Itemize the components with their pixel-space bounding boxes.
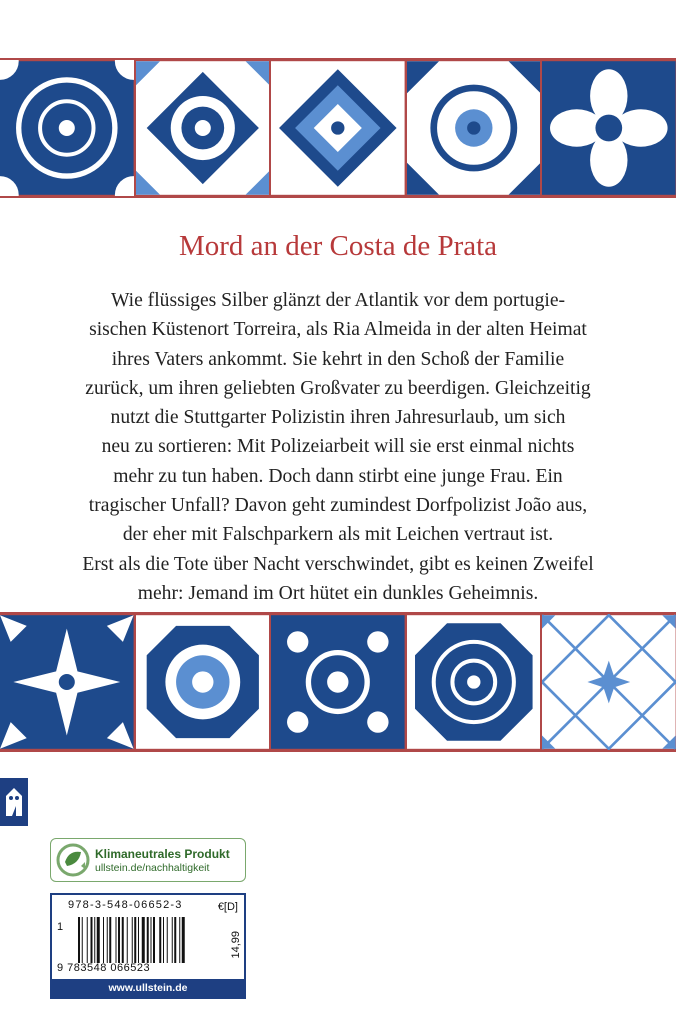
barcode-bar bbox=[118, 917, 120, 963]
barcode-bar bbox=[87, 917, 88, 963]
tile-pattern-icon bbox=[407, 60, 541, 196]
barcode-bar bbox=[78, 917, 80, 963]
leaf-cycle-icon bbox=[55, 842, 91, 878]
barcode-bar bbox=[103, 917, 104, 963]
blurb-text bbox=[40, 286, 636, 608]
barcode-bar bbox=[134, 917, 136, 963]
barcode-bar bbox=[138, 917, 139, 963]
tile-pattern-icon bbox=[271, 614, 405, 750]
blurb-line: Wie flüssiges Silber glänzt der Atlantik vor dem portugie- bbox=[110, 290, 566, 311]
blurb-line: mehr: Jemand im Ort hütet ein dunkles Geheimnis. bbox=[137, 582, 539, 604]
tile-9 bbox=[407, 614, 541, 750]
barcode-bar bbox=[132, 917, 133, 963]
tile-pattern-icon bbox=[407, 614, 541, 750]
barcode-bar bbox=[109, 917, 111, 963]
climate-url: ullstein.de/nachhaltigkeit bbox=[95, 861, 210, 874]
climate-neutral-badge bbox=[50, 838, 246, 882]
blurb-line: neu zu sortieren: Mit Polizeiarbeit will sie erst einmal nichts bbox=[101, 436, 575, 458]
tile-4 bbox=[407, 60, 541, 196]
tile-7 bbox=[136, 614, 270, 750]
tile-pattern-icon bbox=[542, 60, 676, 196]
publisher-website: www.ullstein.de bbox=[52, 979, 244, 997]
tile-pattern-icon bbox=[0, 60, 134, 196]
barcode-box bbox=[50, 893, 246, 999]
barcode-bar bbox=[172, 917, 173, 963]
isbn-number: 978-3-548-06652-3 bbox=[68, 899, 183, 911]
barcode-bar bbox=[151, 917, 152, 963]
blurb-line: der eher mit Falschparkern als mit Leichen vertraut ist. bbox=[122, 524, 554, 546]
blurb-line: tragischer Unfall? Davon geht zumindest Dorfpolizist João aus, bbox=[88, 495, 588, 517]
price-value: 14,99 bbox=[230, 931, 242, 959]
barcode-bar bbox=[91, 917, 93, 963]
barcode-bar bbox=[116, 917, 117, 963]
barcode-first-digit: 1 bbox=[57, 921, 64, 933]
tile-pattern-icon bbox=[136, 614, 270, 750]
blurb-line: ihres Vaters ankommt. Sie kehrt in den Schoß der Familie bbox=[111, 348, 565, 370]
blurb-line: mehr zu tun haben. Doch dann stirbt eine junge Frau. Ein bbox=[113, 465, 563, 487]
tile-pattern-icon bbox=[542, 614, 676, 750]
barcode-bar bbox=[153, 917, 155, 963]
barcode-bar bbox=[107, 917, 108, 963]
tile-6 bbox=[0, 614, 134, 750]
tile-10 bbox=[542, 614, 676, 750]
barcode-bar bbox=[179, 917, 180, 963]
barcode-bar bbox=[94, 917, 95, 963]
barcode-bars-icon bbox=[78, 917, 214, 963]
tile-pattern-icon bbox=[0, 614, 134, 750]
blurb-line: Erst als die Tote über Nacht verschwindet, gibt es keinen Zweifel bbox=[82, 553, 594, 575]
barcode-bar bbox=[163, 917, 164, 963]
barcode-bar bbox=[122, 917, 124, 963]
barcode-bar bbox=[147, 917, 149, 963]
barcode-bar bbox=[182, 917, 185, 963]
barcode-bar bbox=[167, 917, 168, 963]
tile-2 bbox=[136, 60, 270, 196]
barcode-bar bbox=[97, 917, 100, 963]
barcode-bar bbox=[159, 917, 161, 963]
top-tile-border bbox=[0, 58, 676, 198]
barcode-bar bbox=[127, 917, 128, 963]
blurb-line: zurück, um ihren geliebten Großvater zu beerdigen. Gleichzeitig bbox=[85, 377, 591, 399]
barcode-bar bbox=[142, 917, 145, 963]
tile-8 bbox=[271, 614, 405, 750]
barcode-bar bbox=[82, 917, 83, 963]
blurb-line: sischen Küstenort Torreira, als Ria Almeida in der alten Heimat bbox=[89, 319, 587, 341]
bottom-tile-border bbox=[0, 612, 676, 752]
tile-5 bbox=[542, 60, 676, 196]
tile-3 bbox=[271, 60, 405, 196]
tile-pattern-icon bbox=[136, 60, 270, 196]
blurb-line: nutzt die Stuttgarter Polizistin ihren Jahresurlaub, um sich bbox=[110, 407, 566, 429]
barcode-digits: 9 783548 066523 bbox=[57, 962, 151, 974]
price-currency-mark: €[D] bbox=[217, 901, 238, 913]
tile-1 bbox=[0, 60, 134, 196]
tile-pattern-icon bbox=[271, 60, 405, 196]
publisher-owl-logo bbox=[0, 778, 28, 826]
owl-icon bbox=[0, 778, 28, 826]
book-subtitle-heading: Mord an der Costa de Prata bbox=[178, 230, 498, 262]
barcode-bar bbox=[174, 917, 176, 963]
climate-label: Klimaneutrales Produkt bbox=[95, 846, 230, 861]
